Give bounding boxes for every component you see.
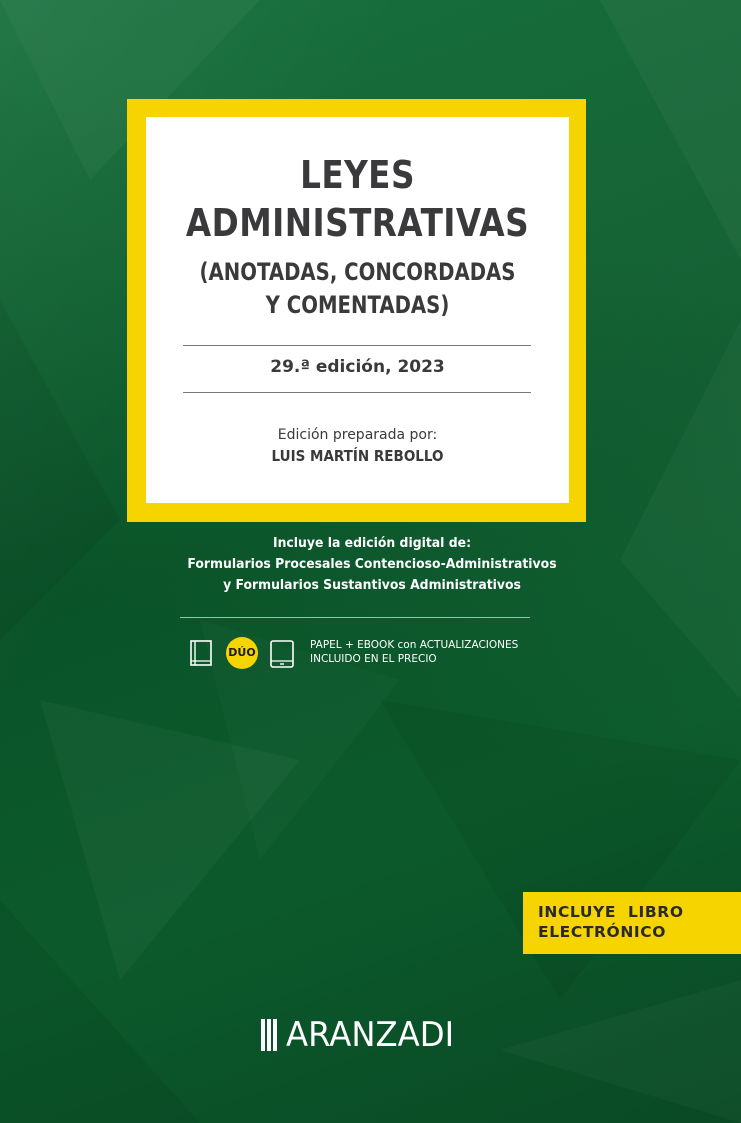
ebook-badge-line-2: ELECTRÓNICO — [538, 923, 667, 941]
publisher-name: ARANZADI — [286, 1015, 455, 1055]
edition-label: 29.ª edición, 2023 — [270, 357, 445, 377]
duo-badge: DÚO — [226, 637, 258, 669]
prepared-by-label: Edición preparada por: — [277, 427, 438, 443]
tablet-icon — [268, 639, 296, 669]
book-icon — [188, 639, 216, 667]
includes-divider — [180, 617, 530, 618]
duo-text-line-1: PAPEL + EBOOK con ACTUALIZACIONES — [310, 639, 519, 651]
title-line-2: ADMINISTRATIVAS — [185, 201, 530, 245]
title-frame — [127, 99, 586, 522]
includes-line-1: Incluye la edición digital de: — [272, 535, 472, 551]
author-name: LUIS MARTÍN REBOLLO — [271, 447, 444, 465]
ebook-badge-line-1: INCLUYE LIBRO — [538, 903, 684, 921]
subtitle-line-1: (ANOTADAS, CONCORDADAS — [199, 258, 516, 286]
duo-text-line-2: INCLUIDO EN EL PRECIO — [310, 653, 437, 665]
divider-bottom — [183, 392, 531, 393]
subtitle-line-2: Y COMENTADAS) — [265, 291, 450, 319]
ebook-badge — [523, 892, 741, 954]
includes-line-3: y Formularios Sustantivos Administrativos — [223, 577, 521, 593]
title-panel — [146, 117, 569, 503]
duo-description — [310, 638, 518, 666]
includes-line-2: Formularios Procesales Contencioso-Administrativos — [187, 556, 557, 572]
divider-top — [183, 345, 531, 346]
publisher-logo — [261, 1017, 463, 1053]
aranzadi-bars-icon — [261, 1019, 283, 1051]
title-line-1: LEYES — [300, 153, 415, 197]
